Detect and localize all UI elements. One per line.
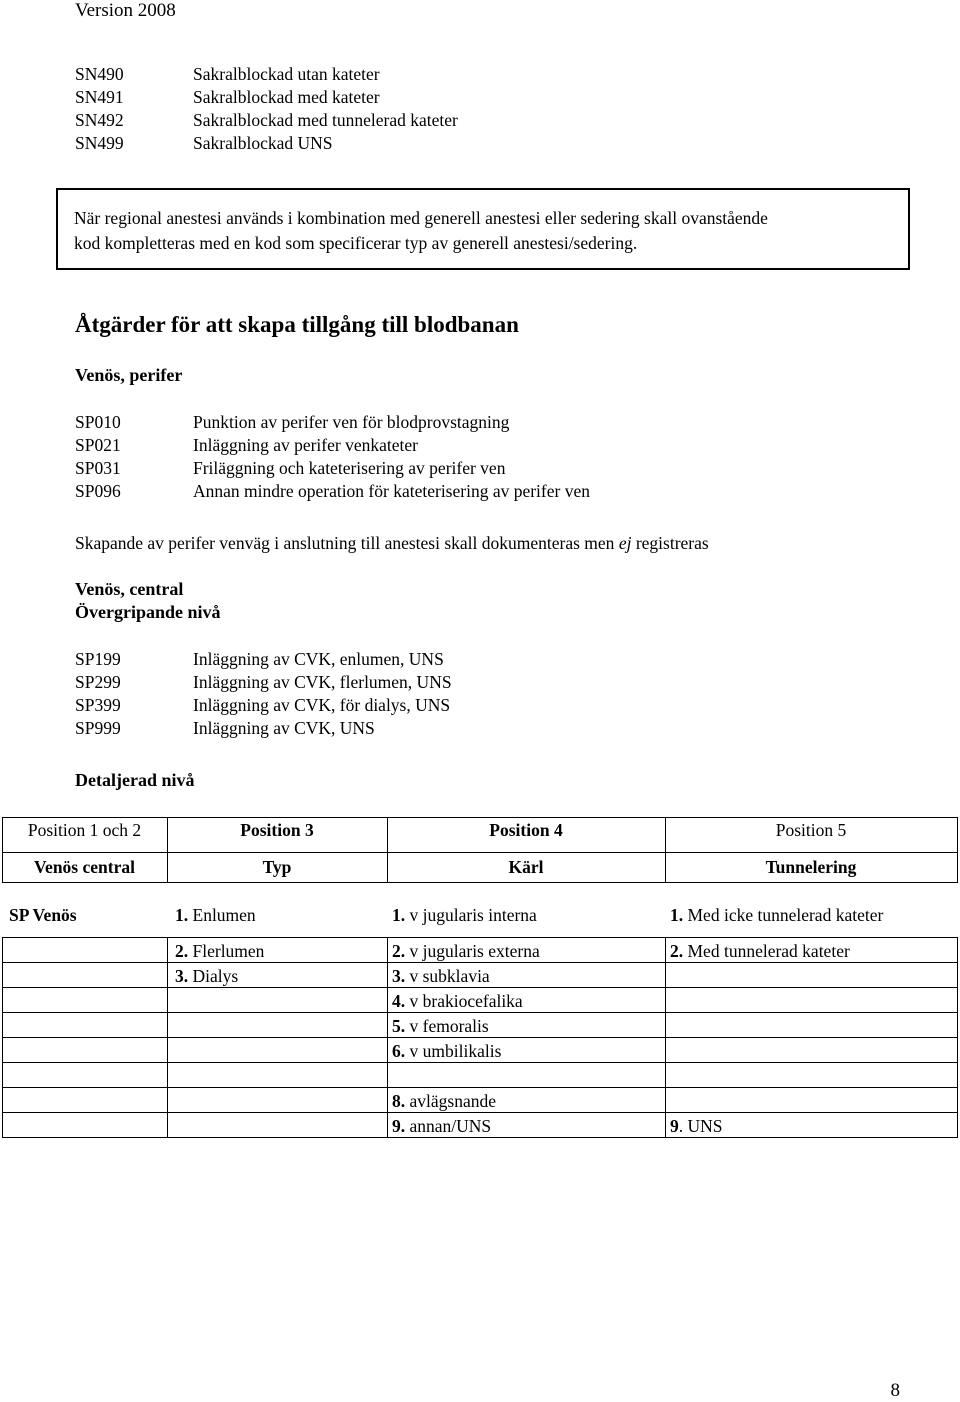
code: SP021 (75, 435, 121, 455)
table-cell (175, 940, 264, 963)
overview-level-heading: Övergripande nivå (75, 602, 221, 622)
item-text: Med tunnelerad kateter (683, 941, 850, 961)
document-version: Version 2008 (75, 0, 176, 21)
item-number: 2. (392, 941, 406, 961)
item-text: Enlumen (188, 905, 256, 925)
table-cell (392, 904, 537, 927)
table-cell (392, 1015, 489, 1038)
code-description: Sakralblockad utan kateter (193, 64, 380, 84)
table-cell (175, 904, 256, 927)
item-number: 8. (392, 1091, 406, 1111)
item-text: v subklavia (405, 966, 490, 986)
detail-level-heading: Detaljerad nivå (75, 770, 195, 790)
column-header: Kärl (508, 857, 544, 877)
code: SN499 (75, 133, 124, 153)
page-number: 8 (890, 1380, 900, 1401)
item-text: avlägsnande (405, 1091, 496, 1111)
item-number: 5. (392, 1016, 406, 1036)
item-text: v femoralis (405, 1016, 489, 1036)
code: SN492 (75, 110, 124, 130)
note-emphasis: ej (618, 533, 632, 553)
column-header: Venös central (34, 857, 135, 877)
code: SP010 (75, 412, 121, 432)
code: SP199 (75, 649, 121, 669)
table-cell (392, 1115, 491, 1138)
item-number: 1. (175, 905, 189, 925)
table-cell (175, 965, 238, 988)
position-header: Position 4 (489, 820, 563, 840)
position-header: Position 5 (775, 820, 847, 840)
item-number: 4. (392, 991, 406, 1011)
item-text: . UNS (678, 1116, 723, 1136)
code: SP031 (75, 458, 121, 478)
central-heading: Venös, central (75, 579, 184, 599)
item-text: Dialys (188, 966, 239, 986)
item-number: 9 (670, 1116, 679, 1136)
table-cell (670, 940, 850, 963)
column-header: Typ (262, 857, 292, 877)
code-description: Inläggning av perifer venkateter (193, 435, 418, 455)
note-box (56, 188, 910, 270)
code-description: Sakralblockad UNS (193, 133, 333, 153)
item-number: 2. (175, 941, 189, 961)
code: SP399 (75, 695, 121, 715)
section-title: Åtgärder för att skapa tillgång till blodbanan (75, 312, 519, 337)
item-number: 3. (175, 966, 189, 986)
position-header: Position 3 (240, 820, 314, 840)
perifer-heading: Venös, perifer (75, 365, 183, 385)
code-description: Annan mindre operation för kateterisering av perifer ven (193, 481, 590, 501)
note-text: registreras (631, 533, 709, 553)
table-cell (670, 1115, 723, 1138)
column-header: Tunnelering (765, 857, 857, 877)
table-cell (392, 990, 523, 1013)
item-number: 9. (392, 1116, 406, 1136)
code-description: Sakralblockad med kateter (193, 87, 380, 107)
table-cell (392, 965, 490, 988)
item-number: 2. (670, 941, 684, 961)
code: SP096 (75, 481, 121, 501)
item-number: 3. (392, 966, 406, 986)
item-text: annan/UNS (405, 1116, 492, 1136)
code-description: Inläggning av CVK, UNS (193, 718, 375, 738)
item-text: v jugularis interna (405, 905, 537, 925)
perifer-note (75, 533, 709, 554)
table-cell (392, 1090, 496, 1113)
item-text: v brakiocefalika (405, 991, 523, 1011)
code: SN491 (75, 87, 124, 107)
item-text: v jugularis externa (405, 941, 540, 961)
table-cell (392, 1040, 501, 1063)
item-text: Flerlumen (188, 941, 265, 961)
item-text: Med icke tunnelerad kateter (683, 905, 884, 925)
item-number: 1. (392, 905, 406, 925)
code-description: Sakralblockad med tunnelerad kateter (193, 110, 458, 130)
note-line: kod kompletteras med en kod som specificerar typ av generell anestesi/sedering. (74, 233, 638, 253)
item-number: 1. (670, 905, 684, 925)
item-number: 6. (392, 1041, 406, 1061)
table-cell-prefix: SP Venös (9, 905, 77, 925)
code-description: Inläggning av CVK, enlumen, UNS (193, 649, 444, 669)
table-cell (392, 940, 540, 963)
note-line: När regional anestesi används i kombination med generell anestesi eller sedering skall ovanstående (74, 208, 768, 228)
code-description: Punktion av perifer ven för blodprovstagning (193, 412, 510, 432)
code: SN490 (75, 64, 124, 84)
code-description: Friläggning och kateterisering av perifer ven (193, 458, 506, 478)
code-description: Inläggning av CVK, för dialys, UNS (193, 695, 451, 715)
code: SP299 (75, 672, 121, 692)
code-description: Inläggning av CVK, flerlumen, UNS (193, 672, 452, 692)
note-text: Skapande av perifer venväg i anslutning till anestesi skall dokumenteras men (75, 533, 619, 553)
item-text: v umbilikalis (405, 1041, 502, 1061)
position-header: Position 1 och 2 (27, 820, 142, 840)
table-cell (670, 904, 883, 927)
code: SP999 (75, 718, 121, 738)
